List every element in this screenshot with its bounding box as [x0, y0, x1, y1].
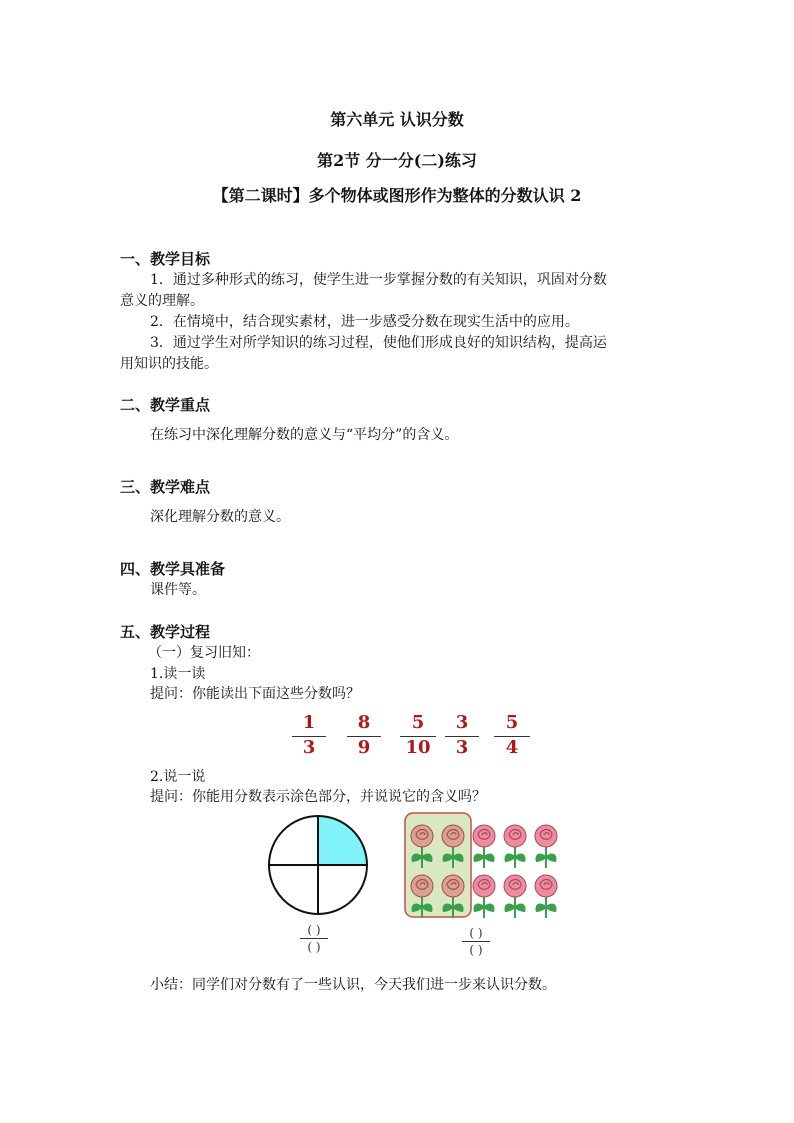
quarter-circle-figure [266, 813, 370, 917]
difficulties-heading: 三、教学难点 [120, 478, 211, 496]
rose-icon [535, 875, 557, 918]
fraction-bar [462, 941, 490, 942]
section-title: 第2节 分一分(二)练习 [317, 151, 477, 170]
fraction-5 [494, 712, 530, 759]
blank-denominator: ( ) [469, 943, 483, 957]
rose-icon [473, 825, 495, 868]
difficulties-text: 深化理解分数的意义。 [150, 509, 290, 525]
read-title: 1.读一读 [150, 666, 206, 682]
blank-denominator: ( ) [307, 940, 321, 954]
goal-1-line2: 意义的理解。 [120, 293, 204, 309]
fraction-2 [347, 712, 381, 759]
goal-3-line2: 用知识的技能。 [120, 356, 218, 372]
rose-icon [535, 825, 557, 868]
process-heading: 五、教学过程 [120, 623, 211, 641]
fraction-denominator: 3 [302, 737, 316, 758]
materials-text: 课件等。 [150, 582, 206, 598]
blank-numerator: ( ) [307, 923, 321, 937]
blank-numerator: ( ) [469, 926, 483, 940]
key-points-text: 在练习中深化理解分数的意义与“平均分”的含义。 [150, 427, 459, 443]
fraction-numerator: 5 [505, 712, 519, 733]
rose-icon [473, 875, 495, 918]
fraction-numerator: 5 [411, 712, 425, 733]
fraction-denominator: 3 [455, 737, 469, 758]
goal-3-line1: 3．通过学生对所学知识的练习过程，使他们形成良好的知识结构，提高运 [150, 335, 607, 351]
answer-blank-roses[interactable] [462, 926, 490, 957]
read-question: 提问：你能读出下面这些分数吗？ [150, 686, 360, 702]
fraction-denominator: 10 [405, 737, 431, 758]
answer-blank-circle[interactable] [300, 923, 328, 954]
fraction-4 [445, 712, 479, 759]
fraction-1 [292, 712, 326, 759]
roses-figure [400, 810, 570, 920]
fraction-denominator: 9 [357, 737, 371, 758]
lesson-title: 【第二课时】多个物体或图形作为整体的分数认识 2 [212, 186, 582, 205]
materials-heading: 四、教学具准备 [120, 560, 226, 578]
rose-icon [504, 825, 526, 868]
say-title: 2.说一说 [150, 769, 206, 785]
fraction-bar [300, 938, 328, 939]
fraction-numerator: 3 [455, 712, 469, 733]
goals-heading: 一、教学目标 [120, 250, 211, 268]
fraction-numerator: 8 [357, 712, 371, 733]
fraction-denominator: 4 [505, 737, 519, 758]
goal-1-line1: 1．通过多种形式的练习，使学生进一步掌握分数的有关知识，巩固对分数 [150, 272, 607, 288]
unit-title: 第六单元 认识分数 [330, 110, 464, 129]
goal-2: 2．在情境中，结合现实素材，进一步感受分数在现实生活中的应用。 [150, 314, 579, 330]
say-question: 提问：你能用分数表示涂色部分，并说说它的含义吗？ [150, 789, 486, 805]
rose-icon [504, 875, 526, 918]
review-label: （一）复习旧知： [148, 645, 260, 661]
fraction-3 [400, 712, 436, 759]
key-points-heading: 二、教学重点 [120, 396, 211, 414]
summary-text: 小结：同学们对分数有了一些认识，今天我们进一步来认识分数。 [150, 977, 556, 993]
fraction-numerator: 1 [302, 712, 316, 733]
